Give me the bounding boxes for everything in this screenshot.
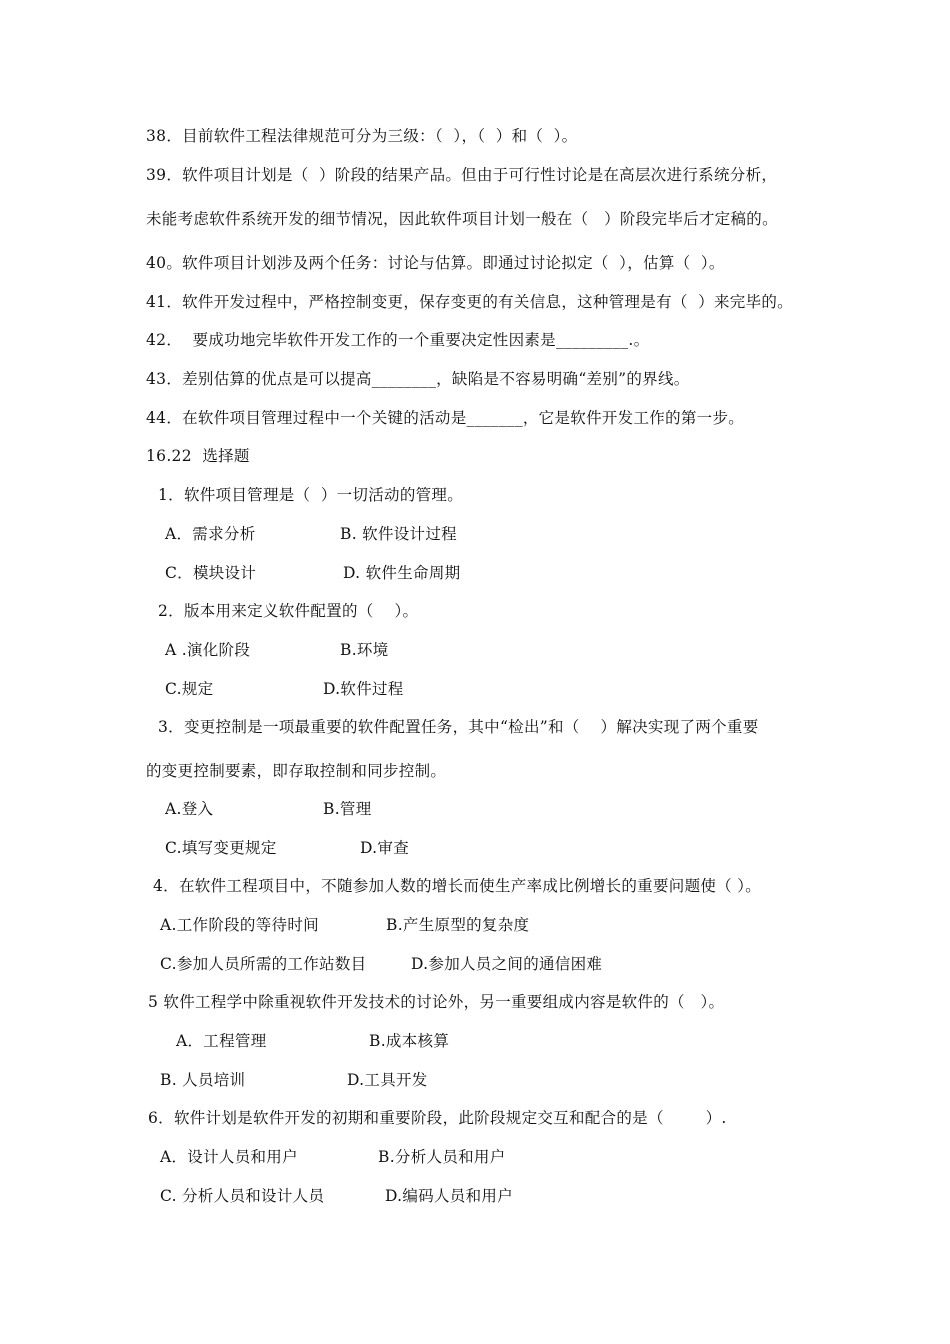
question-39-line-2: 未能考虑软件系统开发的细节情况，因此软件项目计划一般在（ ）阶段完毕后才定稿的。 — [146, 210, 778, 228]
choice-question-6-option-a: A．设计人员和用户 — [160, 1148, 298, 1166]
choice-question-3-option-b: B.管理 — [323, 800, 372, 818]
choice-question-2-stem: 2．版本用来定义软件配置的（ ）。 — [158, 602, 419, 620]
question-38: 38．目前软件工程法律规范可分为三级：（ ），（ ）和（ ）。 — [146, 127, 578, 145]
choice-question-6-stem: 6．软件计划是软件开发的初期和重要阶段，此阶段规定交互和配合的是（ ）. — [148, 1109, 727, 1127]
choice-question-1-option-d: D. 软件生命周期 — [343, 564, 461, 582]
question-39-line-1: 39．软件项目计划是（ ）阶段的结果产品。但由于可行性讨论是在高层次进行系统分析， — [146, 166, 778, 184]
choice-question-6-option-d: D.编码人员和用户 — [385, 1187, 514, 1205]
choice-question-3-stem-line-1: 3．变更控制是一项最重要的软件配置任务，其中“检出”和（ ）解决实现了两个重要 — [158, 718, 759, 736]
question-41: 41．软件开发过程中，严格控制变更，保存变更的有关信息，这种管理是有（ ）来完毕的。 — [146, 293, 793, 311]
choice-question-1-stem: 1．软件项目管理是（ ）一切活动的管理。 — [158, 486, 464, 504]
question-42: 42． 要成功地完毕软件开发工作的一个重要决定性因素是_________.。 — [146, 331, 650, 349]
choice-question-6-option-b: B.分析人员和用户 — [378, 1148, 506, 1166]
choice-question-2-option-d: D.软件过程 — [323, 680, 404, 698]
choice-question-4-option-a: A.工作阶段的等待时间 — [160, 916, 319, 934]
choice-question-4-option-c: C.参加人员所需的工作站数目 — [160, 955, 367, 973]
choice-question-4-option-b: B.产生原型的复杂度 — [386, 916, 530, 934]
choice-question-5-option-c: B. 人员培训 — [160, 1071, 246, 1089]
choice-question-1-option-b: B. 软件设计过程 — [340, 525, 457, 543]
question-40: 40。软件项目计划涉及两个任务：讨论与估算。即通过讨论拟定（ ），估算（ ）。 — [146, 254, 725, 272]
choice-question-5-option-a: A．工程管理 — [176, 1032, 267, 1050]
question-43: 43．差别估算的优点是可以提高________，缺陷是不容易明确“差别”的界线。 — [146, 370, 690, 388]
choice-question-2-option-b: B.环境 — [340, 641, 389, 659]
choice-question-3-stem-line-2: 的变更控制要素，即存取控制和同步控制。 — [146, 762, 447, 780]
choice-question-6-option-c: C. 分析人员和设计人员 — [160, 1187, 325, 1205]
choice-question-3-option-c: C.填写变更规定 — [165, 839, 277, 857]
choice-question-3-option-d: D.审查 — [360, 839, 410, 857]
section-heading: 16.22 选择题 — [146, 447, 250, 465]
choice-question-2-option-c: C.规定 — [165, 680, 214, 698]
choice-question-5-option-b: B.成本核算 — [369, 1032, 450, 1050]
choice-question-4-option-d: D.参加人员之间的通信困难 — [411, 955, 603, 973]
question-44: 44．在软件项目管理过程中一个关键的活动是_______，它是软件开发工作的第一步。 — [146, 409, 745, 427]
choice-question-1-option-c: C．模块设计 — [165, 564, 257, 582]
choice-question-4-stem: 4．在软件工程项目中，不随参加人数的增长而使生产率成比例增长的重要问题使（ ）。 — [153, 877, 762, 895]
choice-question-2-option-a: A .演化阶段 — [165, 641, 251, 659]
choice-question-5-option-d: D.工具开发 — [347, 1071, 428, 1089]
choice-question-1-option-a: A．需求分析 — [165, 525, 256, 543]
choice-question-5-stem: 5 软件工程学中除重视软件开发技术的讨论外，另一重要组成内容是软件的（ ）。 — [148, 993, 725, 1011]
choice-question-3-option-a: A.登入 — [165, 800, 214, 818]
